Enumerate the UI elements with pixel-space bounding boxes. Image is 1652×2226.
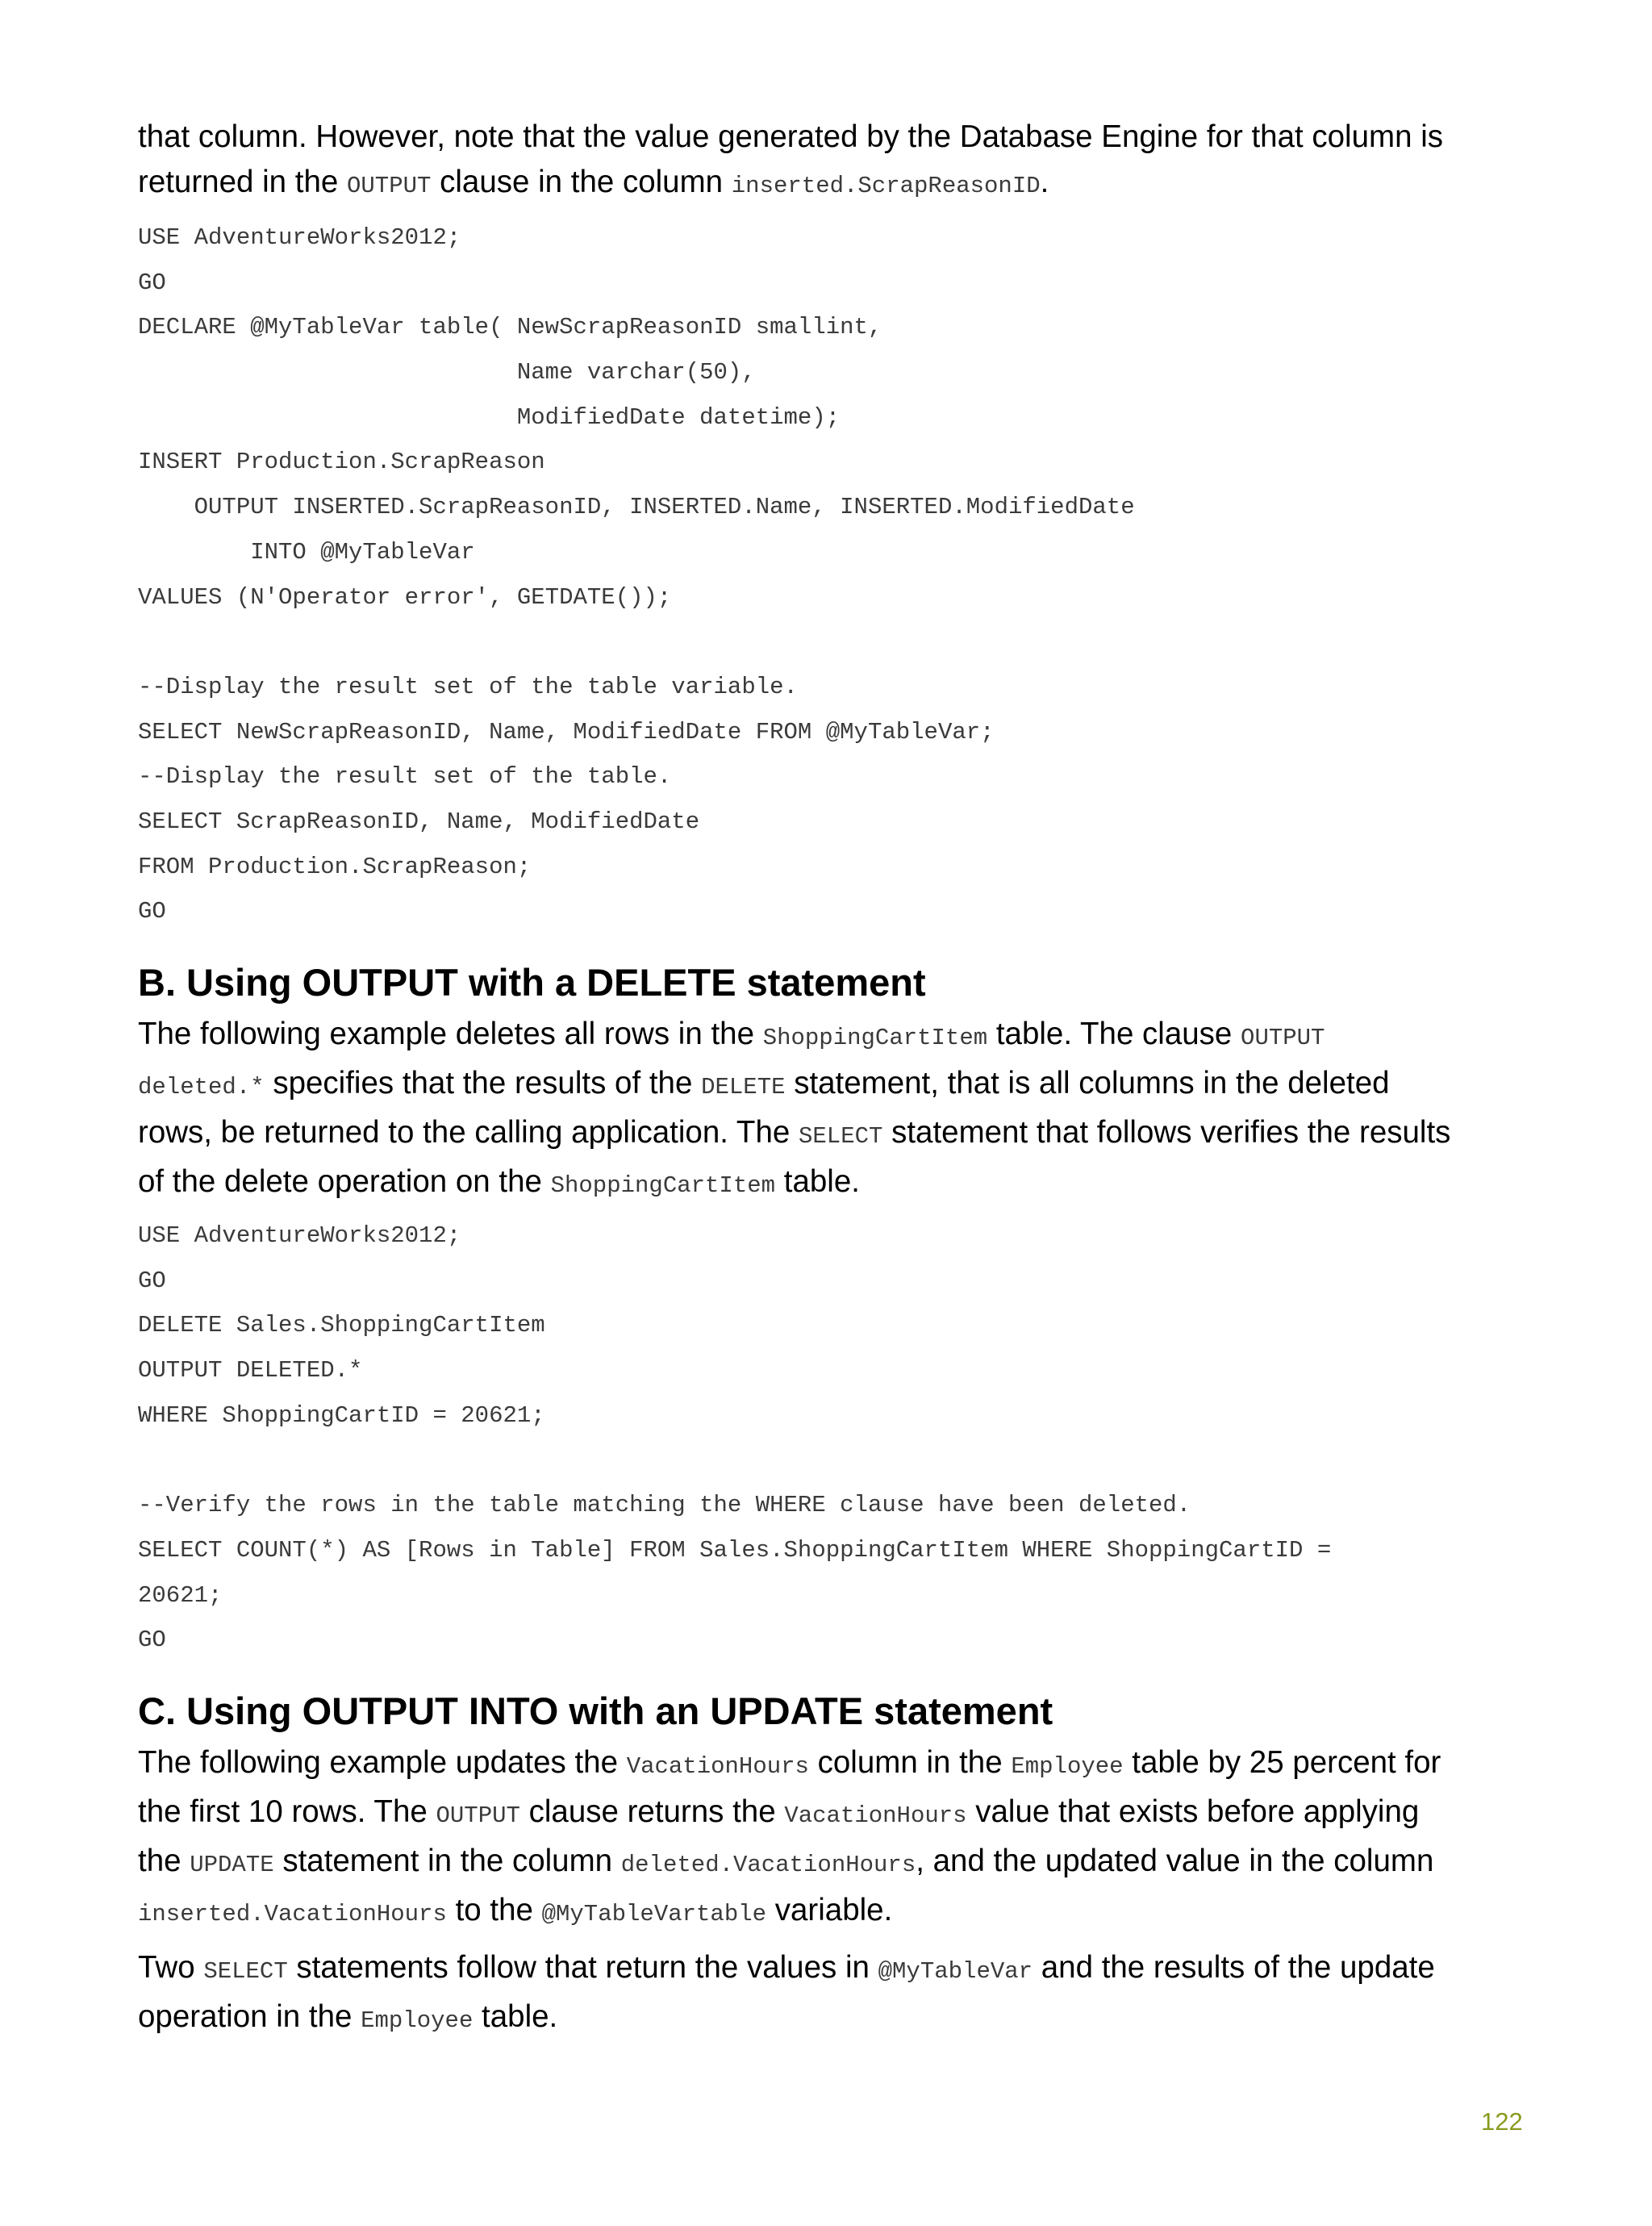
inline-code: SELECT xyxy=(798,1123,883,1150)
section-c-text: and the results of the update xyxy=(1032,1949,1435,1985)
section-c-paragraph-2 xyxy=(138,1945,1509,2044)
inline-code: SELECT xyxy=(203,1957,288,1985)
inline-code: Employee xyxy=(361,2007,473,2034)
inline-code: ShoppingCartItem xyxy=(550,1172,776,1199)
code-block-delete-example xyxy=(138,1213,1509,1663)
section-b-text: specifies that the results of the xyxy=(264,1066,702,1100)
code-line: USE AdventureWorks2012; xyxy=(138,1222,461,1249)
code-line xyxy=(138,1438,1509,1483)
code-line: OUTPUT DELETED.* xyxy=(138,1357,363,1384)
section-c-text: statement in the column xyxy=(273,1843,621,1878)
section-b-text: table. xyxy=(775,1164,860,1199)
inline-code: @MyTableVartable xyxy=(541,1900,767,1927)
section-c-text: value that exists before applying xyxy=(966,1794,1420,1829)
intro-text: clause in the column xyxy=(431,165,732,199)
code-line: ModifiedDate datetime); xyxy=(138,403,841,431)
code-line: SELECT COUNT(*) AS [Rows in Table] FROM Sales.ShoppingCartItem WHERE ShoppingCartID = xyxy=(138,1536,1332,1564)
code-line: SELECT ScrapReasonID, Name, ModifiedDate xyxy=(138,808,700,835)
code-line: WHERE ShoppingCartID = 20621; xyxy=(138,1401,545,1429)
section-c-paragraph-1 xyxy=(138,1740,1509,1937)
section-b-text: of the delete operation on the xyxy=(138,1164,551,1199)
intro-paragraph xyxy=(138,115,1509,209)
code-line: SELECT NewScrapReasonID, Name, ModifiedDate FROM @MyTableVar; xyxy=(138,718,995,745)
section-c-text: variable. xyxy=(766,1892,893,1927)
code-line: --Display the result set of the table. xyxy=(138,763,672,791)
code-line xyxy=(138,620,1509,665)
section-b-text: statement that follows verifies the results xyxy=(882,1115,1451,1150)
inline-code: deleted.VacationHours xyxy=(620,1851,916,1878)
section-c-text: The following example updates the xyxy=(138,1744,627,1780)
section-c-text: clause returns the xyxy=(519,1794,785,1829)
code-line: GO xyxy=(138,269,166,296)
inline-code: @MyTableVar xyxy=(878,1957,1033,1985)
code-line: --Verify the rows in the table matching the WHERE clause have been deleted. xyxy=(138,1492,1191,1519)
code-line: OUTPUT INSERTED.ScrapReasonID, INSERTED.Name, INSERTED.ModifiedDate xyxy=(138,494,1135,521)
inline-code: VacationHours xyxy=(626,1752,809,1780)
section-b-paragraph xyxy=(138,1012,1509,1209)
code-line: INSERT Production.ScrapReason xyxy=(138,449,545,476)
section-c-text: Two xyxy=(138,1949,204,1985)
inline-code: OUTPUT xyxy=(436,1802,520,1829)
inline-code: OUTPUT xyxy=(1241,1025,1325,1051)
intro-line-1: that column. However, note that the value generated by the Database Engine for that column is xyxy=(138,119,1443,154)
section-c-text: table. xyxy=(473,1998,558,2034)
section-c-text: table by 25 percent for xyxy=(1123,1744,1441,1780)
section-c-heading: C. Using OUTPUT INTO with an UPDATE statement xyxy=(138,1689,1053,1732)
inline-code: deleted.* xyxy=(138,1074,265,1100)
document-page xyxy=(138,115,1509,2044)
code-block-insert-example xyxy=(138,215,1509,934)
inline-code: VacationHours xyxy=(784,1802,967,1829)
intro-text: . xyxy=(1040,165,1049,199)
inline-code: OUTPUT xyxy=(346,173,432,199)
section-c-text: operation in the xyxy=(138,1998,361,2034)
code-line: 20621; xyxy=(138,1581,223,1609)
section-c-text: statements follow that return the values in xyxy=(287,1949,878,1985)
code-line: VALUES (N'Operator error', GETDATE()); xyxy=(138,583,672,611)
section-b-text: statement, that is all columns in the deleted xyxy=(785,1066,1390,1100)
code-line: Name varchar(50), xyxy=(138,359,756,386)
intro-text: returned in the xyxy=(138,165,347,199)
section-b-text: rows, be returned to the calling application. The xyxy=(138,1115,799,1150)
section-b-heading: B. Using OUTPUT with a DELETE statement xyxy=(138,961,926,1004)
section-c-text: the xyxy=(138,1843,190,1878)
section-c-text: column in the xyxy=(808,1744,1012,1780)
code-line: USE AdventureWorks2012; xyxy=(138,224,461,251)
inline-code: DELETE xyxy=(701,1074,786,1100)
code-line: --Display the result set of the table variable. xyxy=(138,673,798,700)
inline-code: ShoppingCartItem xyxy=(762,1025,988,1051)
section-c-text: , and the updated value in the column xyxy=(916,1843,1434,1878)
code-line: DELETE Sales.ShoppingCartItem xyxy=(138,1312,545,1339)
code-line: INTO @MyTableVar xyxy=(138,538,475,566)
code-line: GO xyxy=(138,1267,166,1294)
code-line: GO xyxy=(138,1627,166,1654)
code-line: GO xyxy=(138,898,166,925)
section-c-text: to the xyxy=(446,1892,542,1927)
code-line: DECLARE @MyTableVar table( NewScrapReasonID smallint, xyxy=(138,314,882,341)
code-line: FROM Production.ScrapReason; xyxy=(138,853,532,880)
page-number: 122 xyxy=(1481,2107,1523,2136)
section-b-text: table. The clause xyxy=(987,1017,1241,1051)
inline-code: Employee xyxy=(1011,1752,1124,1780)
section-b-text: The following example deletes all rows in the xyxy=(138,1017,763,1051)
section-c-text: the first 10 rows. The xyxy=(138,1794,436,1829)
inline-code: UPDATE xyxy=(190,1851,274,1878)
inline-code: inserted.ScrapReasonID xyxy=(731,173,1041,199)
inline-code: inserted.VacationHours xyxy=(138,1900,447,1927)
